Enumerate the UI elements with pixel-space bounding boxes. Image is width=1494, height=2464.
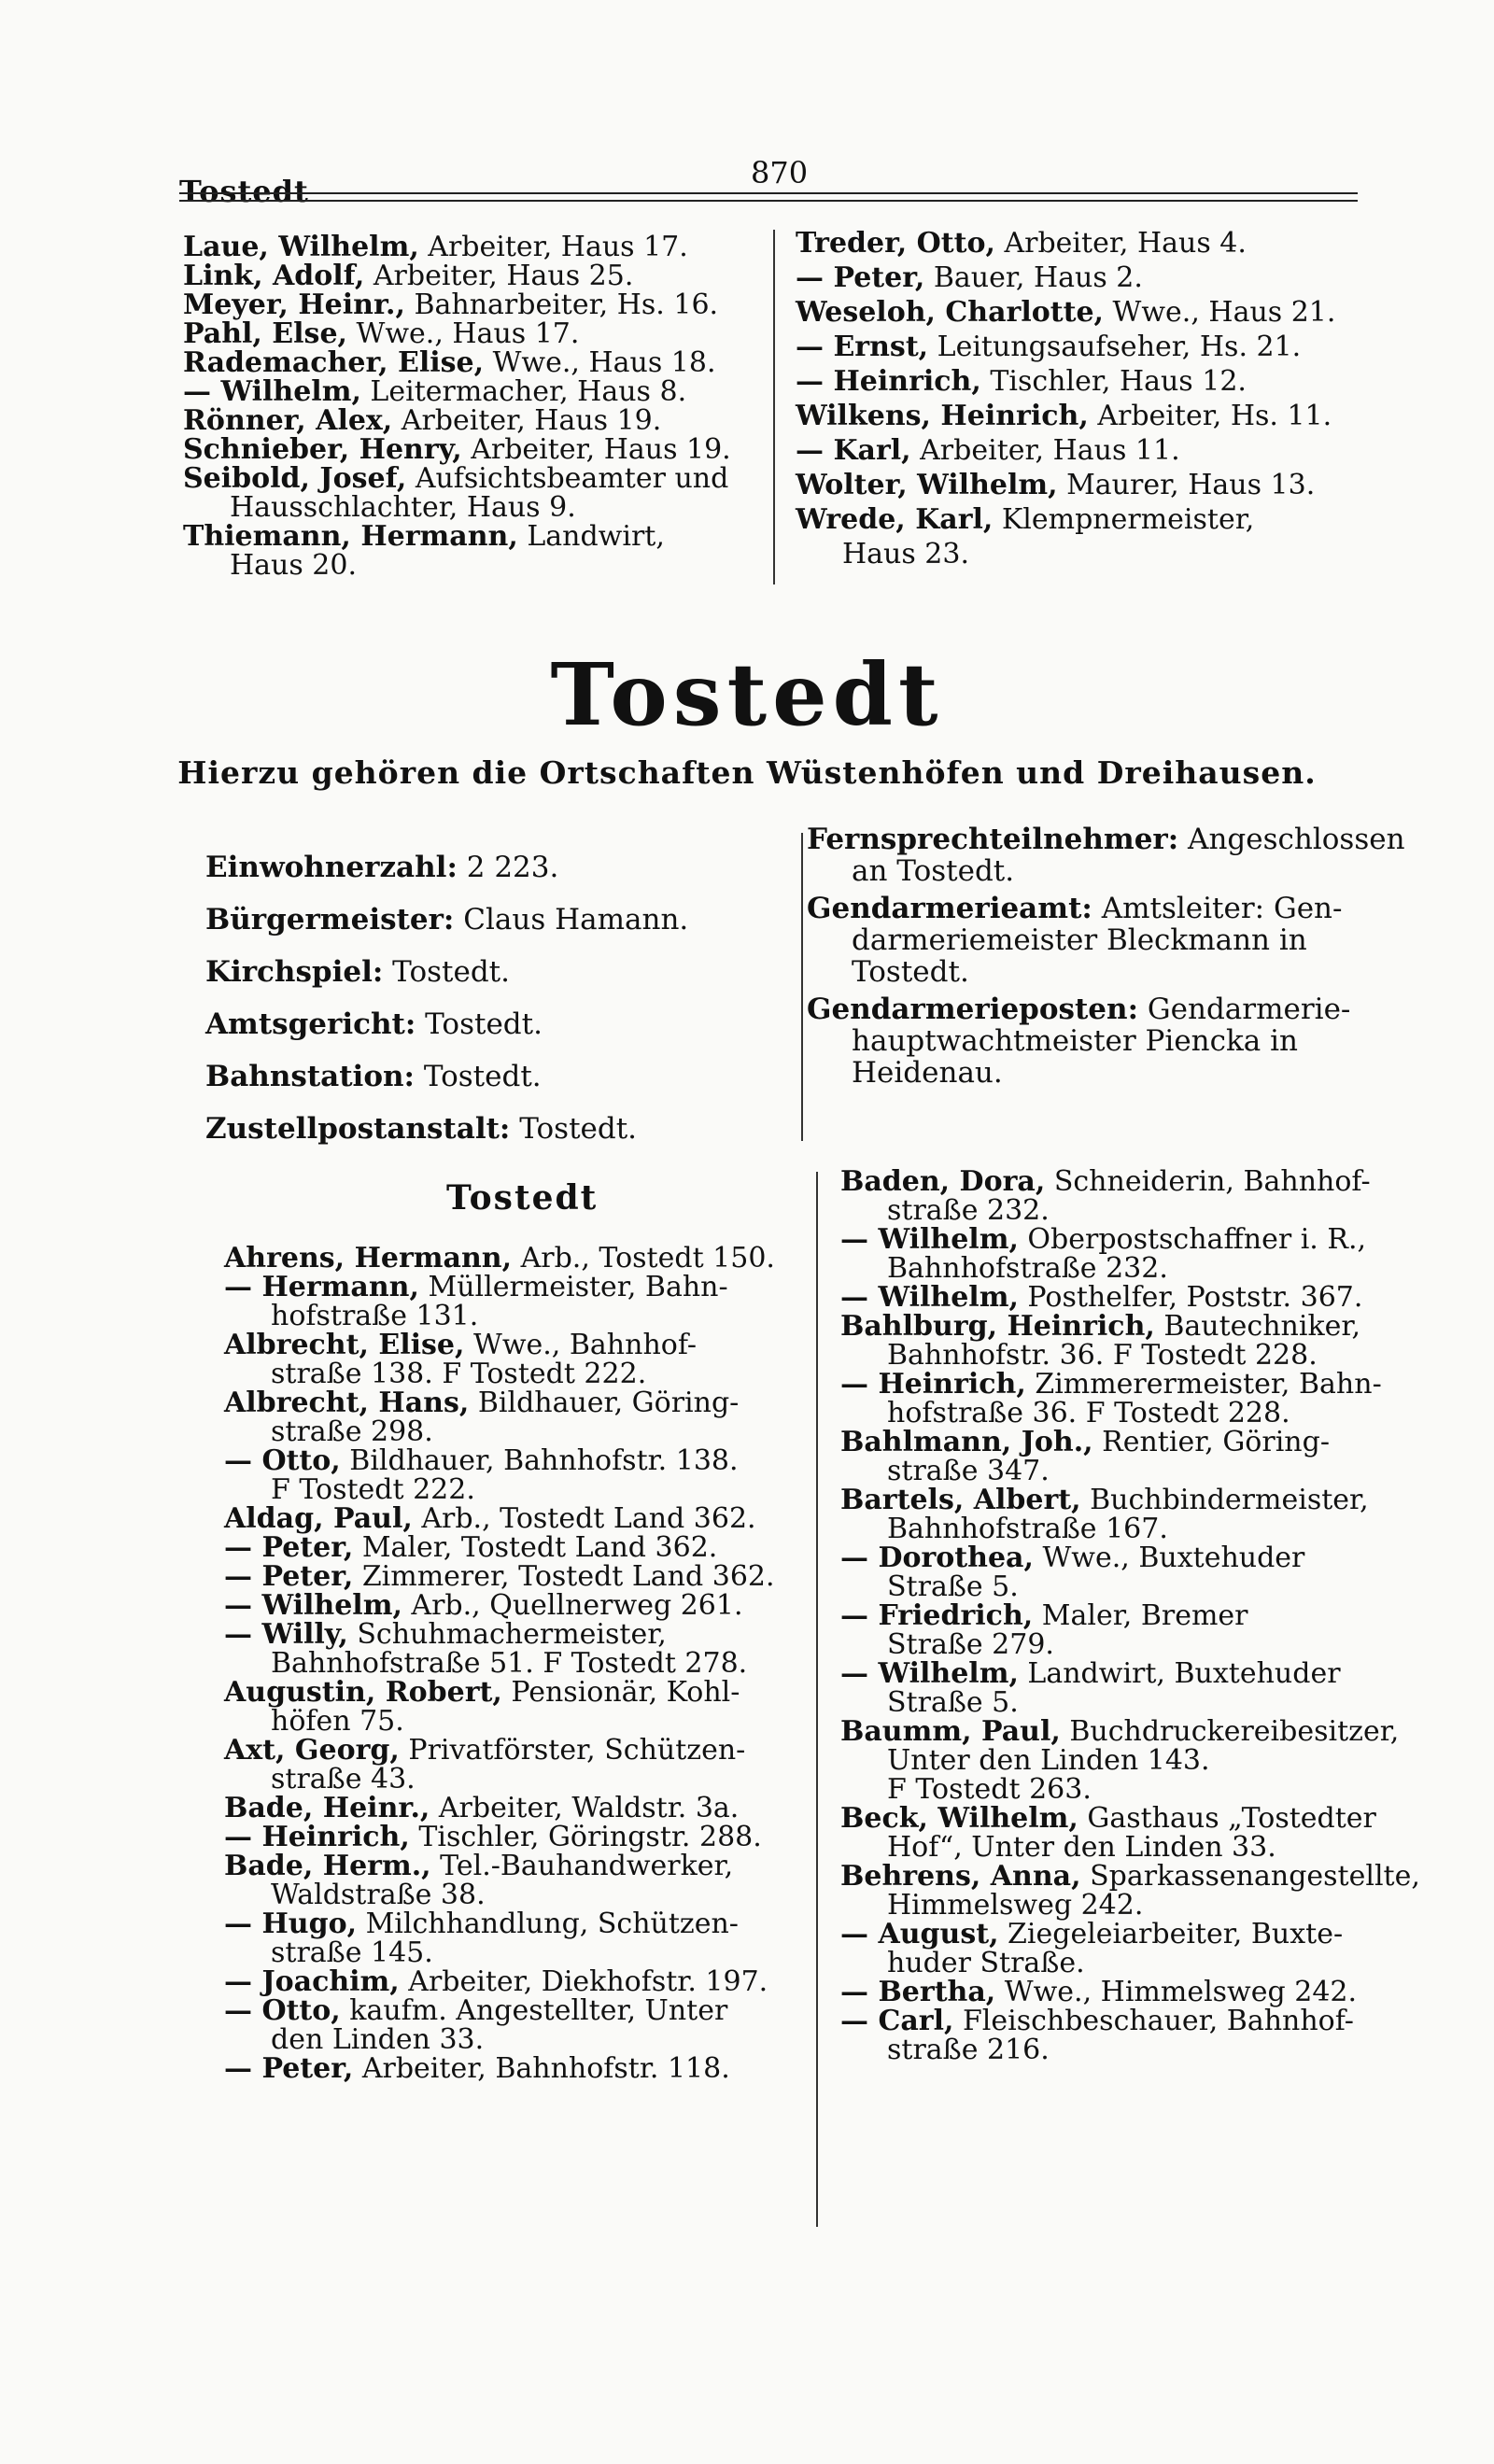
entry-name: Behrens, Anna, [840, 1860, 1081, 1893]
entry-text: Himmelsweg 242. [887, 1889, 1144, 1922]
directory-entry [840, 1630, 1438, 1659]
entry-text: Bahnhofstr. 36. F Tostedt 228. [887, 1339, 1318, 1372]
entry-name: Meyer, Heinr., [183, 289, 405, 321]
entry-name: Ahrens, Hermann, [224, 1242, 513, 1274]
directory-entry [840, 1196, 1438, 1225]
directory-entry [183, 317, 580, 350]
directory-entry [796, 296, 1336, 329]
entry-text: Posthelfer, Poststr. 367. [1018, 1281, 1363, 1314]
section-subtitle: Hierzu gehören die Ortschaften Wüstenhöfen und Dreihausen. [177, 754, 1317, 791]
entry-text: Wwe., Haus 18. [484, 346, 716, 379]
entry-name: — Wilhelm, [840, 1281, 1019, 1314]
entry-name: — Wilhelm, [840, 1223, 1019, 1256]
directory-entry [183, 291, 718, 319]
entry-text: straße 145. [271, 1936, 433, 1969]
entry-text: Schneiderin, Bahnhof- [1045, 1165, 1371, 1198]
directory-entry [224, 1880, 803, 1909]
info-value: 2 223. [457, 851, 559, 884]
entry-text: Tischler, Göringstr. 288. [409, 1821, 762, 1853]
directory-entry [224, 1533, 803, 1562]
header-rule [179, 192, 1358, 202]
entry-name: — Hermann, [224, 1271, 419, 1303]
info-entry [807, 824, 1405, 887]
entry-name: — Heinrich, [224, 1821, 410, 1853]
entry-text: Hof“, Unter den Linden 33. [887, 1831, 1276, 1864]
entry-text: Arbeiter, Haus 11. [910, 434, 1180, 467]
entry-text: straße 232. [887, 1194, 1050, 1227]
directory-entry [224, 1562, 803, 1591]
directory-entry [183, 433, 731, 466]
entry-text: Haus 20. [230, 549, 358, 582]
directory-entry [224, 1909, 803, 1938]
info-entry [205, 956, 510, 988]
directory-entry [224, 1765, 803, 1794]
info-continuation: darmeriemeister Bleckmann in [852, 923, 1307, 957]
directory-entry [840, 1833, 1438, 1862]
directory-entry [183, 520, 665, 553]
directory-entry [840, 1485, 1438, 1514]
entry-text: Arb., Quellnerweg 261. [402, 1589, 743, 1622]
entry-text: Unter den Linden 143. [887, 1744, 1210, 1777]
info-entry [205, 1008, 543, 1040]
info-label: Gendarmerieamt: [807, 892, 1092, 925]
entry-text: Bildhauer, Bahnhofstr. 138. [340, 1444, 739, 1477]
directory-entry [224, 1302, 803, 1331]
entry-text: straße 216. [887, 2034, 1050, 2066]
directory-entry [840, 1514, 1438, 1543]
entry-name: Rademacher, Elise, [183, 346, 485, 379]
directory-entry [224, 1823, 803, 1852]
entry-name: — Peter, [224, 1560, 354, 1593]
entry-text: Leitungsaufseher, Hs. 21. [928, 331, 1302, 363]
entry-name: Wolter, Wilhelm, [796, 469, 1058, 501]
entry-name: — Heinrich, [840, 1368, 1026, 1401]
directory-entry [224, 1475, 803, 1504]
info-label: Gendarmerieposten: [807, 993, 1139, 1026]
entry-name: — August, [840, 1918, 999, 1950]
directory-entry [796, 261, 1143, 294]
entry-text: Arbeiter, Hs. 11. [1088, 400, 1332, 432]
entry-name: Bade, Heinr., [224, 1792, 430, 1824]
entry-name: — Wilhelm, [840, 1657, 1019, 1690]
directory-entry [796, 503, 1255, 536]
entry-text: Tel.-Bauhandwerker, [430, 1850, 734, 1882]
directory-entry [224, 1417, 803, 1446]
entry-name: Bahlmann, Joh., [840, 1426, 1093, 1458]
info-continuation: hauptwachtmeister Piencka in [852, 1024, 1299, 1058]
entry-text: Leitermacher, Haus 8. [360, 375, 687, 408]
directory-entry [183, 346, 716, 379]
entry-text: Buchbindermeister, [1080, 1484, 1369, 1516]
info-entry [205, 904, 688, 936]
directory-entry [840, 2035, 1438, 2064]
entry-text: Bahnhofstraße 51. F Tostedt 278. [271, 1647, 748, 1680]
info-entry [807, 993, 1350, 1089]
entry-name: — Wilhelm, [183, 375, 361, 408]
entry-text: Arbeiter, Haus 25. [364, 260, 634, 292]
entry-name: — Hugo, [224, 1908, 358, 1940]
entry-text: Bauer, Haus 2. [924, 261, 1143, 294]
entry-text: Wwe., Himmelsweg 242. [995, 1976, 1358, 2008]
entry-name: Weseloh, Charlotte, [796, 296, 1104, 329]
entry-name: Seibold, Josef, [183, 462, 407, 495]
entry-text: Ziegeleiarbeiter, Buxte- [998, 1918, 1344, 1950]
directory-entry [224, 1591, 803, 1620]
entry-name: — Otto, [224, 1994, 341, 2027]
entry-text: huder Straße. [887, 1947, 1085, 1979]
entry-text: Bautechniker, [1154, 1310, 1360, 1343]
entry-text: Arbeiter, Diekhofstr. 197. [399, 1965, 768, 1998]
directory-entry [224, 1794, 803, 1823]
directory-entry [183, 462, 729, 495]
entry-name: Beck, Wilhelm, [840, 1802, 1078, 1835]
entry-text: Bildhauer, Göring- [469, 1387, 740, 1419]
info-entry [205, 1061, 542, 1092]
entry-name: — Karl, [796, 434, 911, 467]
entry-text: kaufm. Angestellter, Unter [340, 1994, 728, 2027]
column-divider-info [801, 833, 803, 1141]
info-label: Fernsprechteilnehmer: [807, 823, 1179, 856]
entry-name: — Carl, [840, 2005, 954, 2037]
entry-name: — Friedrich, [840, 1599, 1034, 1632]
directory-entry [840, 1978, 1438, 2006]
entry-text: Landwirt, Buxtehuder [1018, 1657, 1341, 1690]
info-value: Angeschlossen [1178, 823, 1405, 856]
entry-name: — Peter, [796, 261, 925, 294]
directory-entry [796, 333, 1301, 361]
info-entry [205, 1113, 637, 1145]
directory-entry [840, 1804, 1438, 1833]
directory-entry [840, 1775, 1438, 1804]
directory-entry [183, 375, 687, 408]
entry-name: Axt, Georg, [224, 1734, 400, 1767]
entry-name: Albrecht, Hans, [224, 1387, 470, 1419]
directory-entry [840, 1862, 1438, 1891]
list-subheading: Tostedt [446, 1178, 599, 1218]
entry-text: hofstraße 36. F Tostedt 228. [887, 1397, 1290, 1429]
page-number: 870 [751, 155, 809, 190]
entry-text: Maler, Tostedt Land 362. [353, 1531, 718, 1564]
section-title: Tostedt [550, 644, 944, 745]
info-continuation: an Tostedt. [852, 854, 1015, 888]
entry-text: Buchdruckereibesitzer, [1060, 1715, 1400, 1748]
entry-text: F Tostedt 222. [271, 1473, 475, 1506]
entry-name: Wilkens, Heinrich, [796, 400, 1089, 432]
entry-text: Pensionär, Kohl- [501, 1676, 740, 1709]
directory-entry [224, 1446, 803, 1475]
info-value: Tostedt. [383, 955, 510, 989]
directory-entry [224, 1678, 803, 1707]
entry-name: Baden, Dora, [840, 1165, 1046, 1198]
entry-text: Straße 5. [887, 1686, 1019, 1719]
entry-text: Wwe., Bahnhof- [464, 1329, 697, 1361]
entry-text: Wwe., Buxtehuder [1033, 1542, 1305, 1574]
entry-name: — Otto, [224, 1444, 341, 1477]
info-value: Claus Hamann. [454, 903, 689, 936]
info-entry [205, 852, 558, 883]
directory-entry [840, 1920, 1438, 1949]
entry-name: Rönner, Alex, [183, 404, 393, 437]
entry-name: Thiemann, Hermann, [183, 520, 518, 553]
entry-text: Klempnermeister, [993, 503, 1255, 536]
directory-entry [840, 1746, 1438, 1775]
directory-entry [840, 1341, 1438, 1370]
entry-text: Maurer, Haus 13. [1057, 469, 1316, 501]
entry-text: F Tostedt 263. [887, 1773, 1092, 1806]
directory-entry [840, 2006, 1438, 2035]
info-label: Bahnstation: [205, 1060, 415, 1093]
entry-name: — Ernst, [796, 331, 929, 363]
directory-entry [224, 1331, 803, 1359]
directory-entry [840, 1572, 1438, 1601]
entry-name: Wrede, Karl, [796, 503, 994, 536]
entry-name: — Willy, [224, 1618, 348, 1651]
directory-entry [840, 1312, 1438, 1341]
directory-entry [842, 538, 970, 570]
directory-entry [840, 1659, 1438, 1688]
entry-text: Rentier, Göring- [1092, 1426, 1330, 1458]
entry-text: Bahnhofstraße 167. [887, 1513, 1168, 1545]
entry-text: Arbeiter, Haus 17. [418, 231, 688, 263]
entry-text: Landwirt, [517, 520, 665, 553]
directory-entry [840, 1601, 1438, 1630]
entry-name: Bade, Herm., [224, 1850, 431, 1882]
directory-entry [224, 1359, 803, 1388]
list-left-column [224, 1244, 803, 2083]
directory-entry [224, 1707, 803, 1736]
entry-name: Link, Adolf, [183, 260, 365, 292]
entry-name: Augustin, Robert, [224, 1676, 502, 1709]
directory-entry [224, 2025, 803, 2054]
directory-entry [183, 233, 688, 261]
entry-text: Schuhmachermeister, [347, 1618, 667, 1651]
directory-entry [183, 262, 633, 290]
entry-text: Arbeiter, Waldstr. 3a. [430, 1792, 740, 1824]
entry-text: hofstraße 131. [271, 1300, 479, 1332]
directory-entry [840, 1283, 1438, 1312]
info-value: Amtsleiter: Gen- [1092, 892, 1343, 925]
entry-name: Treder, Otto, [796, 227, 995, 260]
entry-text: Aufsichtsbeamter und [406, 462, 729, 495]
entry-text: Wwe., Haus 21. [1104, 296, 1336, 329]
entry-name: — Wilhelm, [224, 1589, 402, 1622]
entry-text: Arb., Tostedt Land 362. [412, 1502, 756, 1535]
info-value: Gendarmerie- [1138, 993, 1351, 1026]
directory-entry [840, 1949, 1438, 1978]
info-continuation: Tostedt. [852, 955, 969, 989]
running-head-title: Tostedt [179, 174, 309, 209]
entry-text: Arbeiter, Haus 19. [461, 433, 731, 466]
entry-text: Gasthaus „Tostedter [1078, 1802, 1376, 1835]
directory-entry [224, 1736, 803, 1765]
entry-text: straße 298. [271, 1415, 433, 1448]
info-value: Tostedt. [510, 1112, 638, 1146]
directory-entry [840, 1167, 1438, 1196]
entry-name: Albrecht, Elise, [224, 1329, 465, 1361]
entry-name: — Joachim, [224, 1965, 400, 1998]
entry-text: Privatförster, Schützen- [399, 1734, 746, 1767]
directory-entry [796, 402, 1332, 430]
entry-text: höfen 75. [271, 1705, 404, 1738]
info-label: Einwohnerzahl: [205, 851, 458, 884]
info-label: Amtsgericht: [205, 1007, 416, 1041]
directory-entry [840, 1428, 1438, 1457]
directory-entry [183, 404, 662, 437]
directory-entry [840, 1399, 1438, 1428]
directory-entry [840, 1688, 1438, 1717]
directory-entry [840, 1717, 1438, 1746]
info-label: Zustellpostanstalt: [205, 1112, 511, 1146]
entry-name: — Dorothea, [840, 1542, 1034, 1574]
entry-text: straße 138. F Tostedt 222. [271, 1358, 647, 1390]
entry-text: Straße 5. [887, 1570, 1019, 1603]
directory-entry [224, 1996, 803, 2025]
entry-name: Aldag, Paul, [224, 1502, 413, 1535]
directory-entry [224, 1244, 803, 1273]
info-entry [807, 893, 1343, 988]
directory-entry [840, 1225, 1438, 1254]
entry-text: Bahnarbeiter, Hs. 16. [404, 289, 719, 321]
entry-text: Milchhandlung, Schützen- [357, 1908, 739, 1940]
directory-entry [230, 491, 576, 524]
directory-entry [840, 1457, 1438, 1485]
entry-text: Sparkassenangestellte, [1080, 1860, 1420, 1893]
info-label: Kirchspiel: [205, 955, 384, 989]
entry-text: Maler, Bremer [1033, 1599, 1248, 1632]
directory-entry [224, 1967, 803, 1996]
column-divider-list [816, 1172, 818, 2227]
info-label: Bürgermeister: [205, 903, 455, 936]
entry-text: Fleischbeschauer, Bahnhof- [953, 2005, 1354, 2037]
directory-entry [796, 469, 1316, 501]
entry-text: den Linden 33. [271, 2023, 485, 2056]
directory-entry [796, 434, 1180, 467]
directory-entry [224, 1273, 803, 1302]
entry-name: Baumm, Paul, [840, 1715, 1061, 1748]
entry-name: — Peter, [224, 1531, 354, 1564]
column-divider-top [773, 230, 775, 584]
directory-entry [840, 1543, 1438, 1572]
directory-entry [796, 227, 1247, 260]
entry-text: Waldstraße 38. [271, 1879, 486, 1911]
entry-text: straße 347. [887, 1455, 1050, 1487]
entry-text: Arbeiter, Haus 4. [994, 227, 1247, 260]
entry-text: Arbeiter, Haus 19. [392, 404, 662, 437]
entry-name: Pahl, Else, [183, 317, 347, 350]
entry-text: Zimmerer, Tostedt Land 362. [353, 1560, 775, 1593]
entry-text: Hausschlachter, Haus 9. [230, 491, 576, 524]
entry-text: Müllermeister, Bahn- [418, 1271, 728, 1303]
info-continuation: Heidenau. [852, 1056, 1003, 1090]
directory-entry [840, 1891, 1438, 1920]
entry-text: Haus 23. [842, 538, 970, 570]
list-right-column [840, 1167, 1438, 2064]
directory-entry [224, 1504, 803, 1533]
entry-name: Schnieber, Henry, [183, 433, 462, 466]
entry-text: Arb., Tostedt 150. [512, 1242, 775, 1274]
directory-entry [224, 1938, 803, 1967]
directory-entry [840, 1254, 1438, 1283]
entry-name: Bartels, Albert, [840, 1484, 1081, 1516]
directory-entry [224, 1852, 803, 1880]
directory-entry [224, 2054, 803, 2083]
entry-name: Bahlburg, Heinrich, [840, 1310, 1155, 1343]
entry-text: Arbeiter, Bahnhofstr. 118. [353, 2052, 730, 2085]
entry-text: Oberpostschaffner i. R., [1018, 1223, 1367, 1256]
directory-entry [796, 365, 1247, 398]
entry-text: Zimmerermeister, Bahn- [1025, 1368, 1382, 1401]
directory-entry [840, 1370, 1438, 1399]
entry-name: — Heinrich, [796, 365, 981, 398]
directory-entry [224, 1649, 803, 1678]
entry-text: Straße 279. [887, 1628, 1054, 1661]
directory-entry [224, 1620, 803, 1649]
entry-name: Laue, Wilhelm, [183, 231, 419, 263]
directory-entry [224, 1388, 803, 1417]
directory-entry [230, 549, 358, 582]
entry-text: Tischler, Haus 12. [980, 365, 1247, 398]
entry-name: — Bertha, [840, 1976, 996, 2008]
entry-text: straße 43. [271, 1763, 416, 1795]
entry-text: Wwe., Haus 17. [346, 317, 580, 350]
entry-text: Bahnhofstraße 232. [887, 1252, 1168, 1285]
entry-name: — Peter, [224, 2052, 354, 2085]
info-value: Tostedt. [414, 1060, 542, 1093]
info-value: Tostedt. [416, 1007, 543, 1041]
